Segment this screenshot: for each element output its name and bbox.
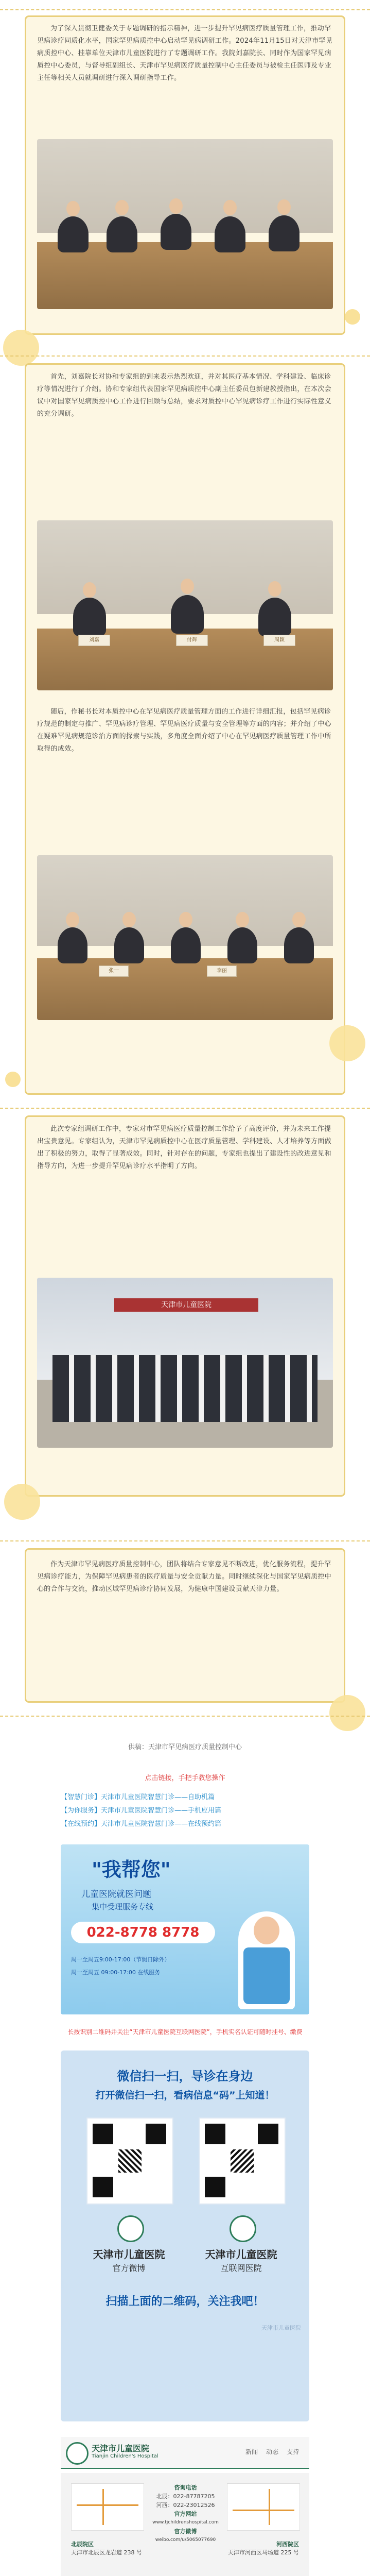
name-plaque: 刘嘉 (78, 635, 110, 646)
web-label: 官方网站 (174, 2511, 197, 2517)
dotted-divider (0, 1540, 370, 1543)
decor-bubble (5, 1072, 21, 1087)
map-right[interactable] (227, 2483, 300, 2531)
phone-label: 咨询电话 (174, 2484, 197, 2491)
intro-paragraph: 为了深入贯彻卫健委关于专题调研的指示精神，进一步提升罕见病医疗质量管理工作，推动罕见病诊疗同质化水平，国家罕见病质控中心启动罕见病调研工作。2024年11月15日对天津市罕见病质控中心、挂靠单位天津市儿童医院进行了专题调研工作。我院刘嘉院长、同时作为国家罕见病质控中心委员，与督导组副组长、天津市罕见病医疗质量控制中心主任委员与被检主任医师及专业主任等相关人员就调研进行深入调研指导工作。 (37, 25, 332, 82)
meeting-photo-3 (37, 855, 333, 1020)
name-plaque: 李丽 (207, 965, 237, 977)
nav-news[interactable]: 新闻 (245, 2448, 258, 2455)
name-plaque: 周颖 (263, 635, 295, 646)
address-right (206, 2540, 299, 2556)
hotline-subtitle: 儿童医院就医问题 (81, 1889, 151, 1900)
qr-heading: 微信扫一扫，导诊在身边 (117, 2069, 253, 2083)
dotted-divider (0, 9, 370, 11)
hotline-title: "我帮您" (92, 1858, 171, 1881)
map-left[interactable] (71, 2483, 144, 2531)
phone1: 北辰：022-87787205 (156, 2493, 215, 2500)
hospital-name-en: Tianjin Children's Hospital (92, 2453, 158, 2459)
welcome-paragraph: 首先，刘嘉院长对协和专家组的到来表示热烈欢迎，并对其医疗基本情况、学科建设、临床诊疗等情况进行了介绍。协和专家组代表国家罕见病质控中心副主任委员包新建教授指出，在本次会议中对国家罕见病质控中心工作进行回顾与总结，要求对质控中心罕见病诊疗工作进行实际性意义的充分调研。 (37, 373, 331, 418)
hotline-banner (61, 1844, 309, 2014)
website[interactable]: www.tjchildrenshospital.com (152, 2520, 219, 2525)
decor-bubble (329, 1695, 365, 1731)
qr-right-label: 天津市儿童医院 (205, 2248, 277, 2261)
hospital-logo-icon (230, 2215, 256, 2242)
weibo-link[interactable]: weibo.com/u/5065077690 (155, 2537, 216, 2543)
hospital-logo-icon (66, 2442, 89, 2465)
contact-info (151, 2483, 220, 2545)
link-service[interactable]: 【为你服务】天津市儿童医院智慧门诊——手机应用篇 (61, 1807, 222, 1815)
weibo-label: 官方微博 (174, 2528, 197, 2535)
report-paragraph: 随后，作秘书长对本质控中心在罕见病医疗质量管理方面的工作进行详细汇报，包括罕见病诊疗规范的制定与推广、罕见病诊疗管理、罕见病医疗质量与安全管理等方面的内容；并介绍了中心在疑难罕见病规范诊治方面的探索与实践，多角度全面介绍了中心在罕见病医疗质量管理工作中所取得的成效。 (37, 708, 331, 753)
nav-support[interactable]: 支持 (286, 2448, 299, 2455)
group-photo (37, 1278, 333, 1448)
qr-panel (61, 2050, 309, 2421)
qr-code-internet-hospital[interactable] (199, 2117, 286, 2205)
decor-bubble (3, 330, 39, 366)
qr-left-sub: 官方微博 (112, 2263, 146, 2273)
name-plaque: 张一 (99, 965, 129, 977)
address-left (71, 2540, 164, 2556)
hospital-name: 天津市儿童医院 (92, 2444, 150, 2453)
hotline-number: 022-8778 8778 (71, 1922, 215, 1943)
evaluation-paragraph: 此次专家组调研工作中，专家对市罕见病医疗质量控制工作给予了高度评价，并为未来工作提出宝贵意见。专家组认为，天津市罕见病质控中心在医疗质量管理、学科建设、人才培养等方面做出了积极的努力，取得了显著成效。同时，针对存在的问题，专家组也提出了建设性的改进意见和指导方向，为进一步提升罕见病诊疗水平指明了方向。 (37, 1125, 331, 1170)
address-left-title: 北辰院区 (71, 2541, 94, 2548)
decor-bubble (329, 1025, 365, 1061)
meeting-photo-2 (37, 520, 333, 690)
qr-right-sub: 互联网医院 (220, 2263, 262, 2273)
decor-bubble (345, 309, 360, 325)
watermark: 天津市儿童医院 (261, 2325, 301, 2331)
address-left-text: 天津市北辰区龙岩道 238 号 (71, 2549, 142, 2556)
qr-code-weibo[interactable] (86, 2117, 173, 2205)
register-notice: 长按识别二维码并关注“天津市儿童医院互联网医院”，手机实名认证可随时挂号、缴费 (67, 2028, 303, 2036)
group-banner: 天津市儿童医院 (114, 1298, 258, 1312)
decor-bubble (4, 1484, 40, 1520)
source-caption: 供稿：天津市罕见病医疗质量控制中心 (128, 1743, 242, 1751)
dotted-divider (0, 355, 370, 358)
dotted-divider (0, 1108, 370, 1110)
contact-card (61, 2473, 309, 2576)
link-smart-clinic[interactable]: 【智慧门诊】天津市儿童医院智慧门诊——自助机篇 (61, 1793, 215, 1801)
nav-trends[interactable]: 动态 (266, 2448, 278, 2455)
hotline-note: 周一至周五9:00-17:00（节假日除外） (71, 1956, 170, 1963)
hotline-subtitle2: 集中受理服务专线 (92, 1902, 154, 1911)
closing-paragraph: 作为天津市罕见病医疗质量控制中心，团队将结合专家意见不断改进，优化服务流程，提升罕见病诊疗能力，为保障罕见病患者的医疗质量与安全贡献力量。同时继续深化与国家罕见病质控中心的合作与交流，推动区域罕见病诊疗协同发展，为健康中国建设贡献天津力量。 (37, 1561, 331, 1593)
hotline-service: 周一至周五 09:00-17:00 在线服务 (71, 1969, 161, 1976)
meeting-photo-1 (37, 139, 333, 309)
scan-prompt: 扫描上面的二维码，关注我吧！ (105, 2295, 265, 2308)
dotted-divider (0, 1716, 370, 1718)
hospital-logo-icon (117, 2215, 144, 2242)
phone2: 河西：022-23012526 (156, 2502, 215, 2509)
link-appointment[interactable]: 【在线预约】天津市儿童医院智慧门诊——在线预约篇 (61, 1820, 222, 1828)
nav-title: 点击链接，手把手教您操作 (145, 1774, 225, 1782)
address-right-text: 天津市河西区马场道 225 号 (228, 2549, 299, 2556)
name-plaque: 付辉 (176, 635, 208, 646)
nurse-illustration (238, 1911, 295, 2009)
qr-heading2: 打开微信扫一扫，看病信息“码”上知道！ (95, 2090, 275, 2101)
qr-left-label: 天津市儿童医院 (93, 2248, 165, 2261)
hospital-header (61, 2437, 309, 2469)
address-right-title: 河西院区 (276, 2541, 299, 2548)
